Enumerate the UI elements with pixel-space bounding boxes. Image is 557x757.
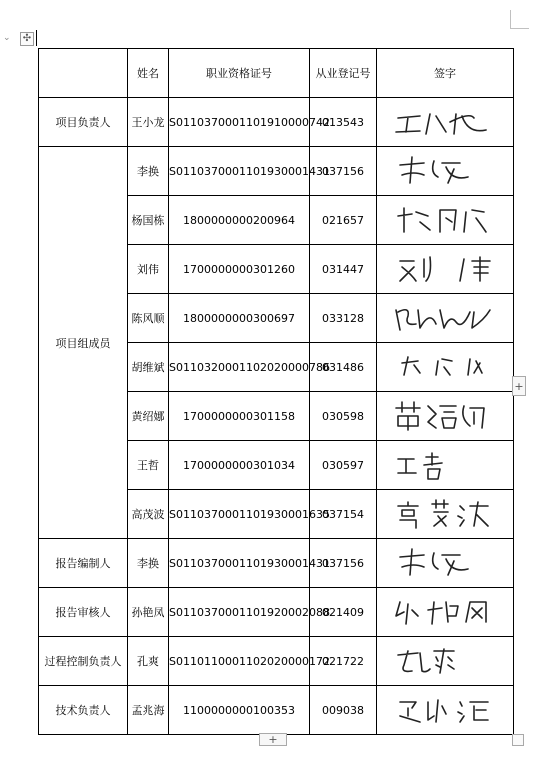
signature-image	[377, 294, 514, 343]
add-row-button[interactable]: +	[259, 733, 287, 746]
table-row	[39, 98, 514, 147]
header-sign: 签字	[377, 49, 514, 98]
reg-cell: 033128	[310, 294, 377, 343]
reg-cell: 031486	[310, 343, 377, 392]
signature-image	[377, 245, 514, 294]
add-column-button[interactable]: +	[512, 376, 526, 396]
table-row	[39, 147, 514, 196]
header-role	[39, 49, 128, 98]
reg-cell: 037156	[310, 147, 377, 196]
table-resize-handle-icon[interactable]	[512, 734, 524, 746]
cert-cell: S0110370001101930001635	[169, 490, 310, 539]
name-cell: 孙艳凤	[128, 588, 169, 637]
reg-cell: 037154	[310, 490, 377, 539]
role-cell: 过程控制负责人	[39, 637, 128, 686]
name-cell: 黄绍娜	[128, 392, 169, 441]
signature-image	[377, 98, 514, 147]
name-cell: 刘伟	[128, 245, 169, 294]
cert-cell: S0110370001101910000742	[169, 98, 310, 147]
name-cell: 王小龙	[128, 98, 169, 147]
table-move-handle-icon[interactable]: ✣	[20, 32, 34, 46]
table-row	[39, 588, 514, 637]
reg-cell: 021409	[310, 588, 377, 637]
role-cell: 项目负责人	[39, 98, 128, 147]
cert-cell: 1700000000301158	[169, 392, 310, 441]
name-cell: 孔爽	[128, 637, 169, 686]
signature-image	[377, 490, 514, 539]
reg-cell: 030597	[310, 441, 377, 490]
header-name: 姓名	[128, 49, 169, 98]
cert-cell: S0110370001101930001431	[169, 147, 310, 196]
cert-cell: S0110370001101920002088	[169, 588, 310, 637]
reg-cell: 013543	[310, 98, 377, 147]
name-cell: 胡维斌	[128, 343, 169, 392]
cert-cell: 1800000000200964	[169, 196, 310, 245]
signature-image	[377, 343, 514, 392]
name-cell: 李换	[128, 147, 169, 196]
role-cell: 报告审核人	[39, 588, 128, 637]
table-row	[39, 539, 514, 588]
reg-cell: 037156	[310, 539, 377, 588]
table-row	[39, 686, 514, 735]
text-cursor	[36, 30, 37, 46]
signature-image	[377, 392, 514, 441]
name-cell: 李换	[128, 539, 169, 588]
reg-cell: 021722	[310, 637, 377, 686]
name-cell: 高茂波	[128, 490, 169, 539]
cert-cell: 1800000000300697	[169, 294, 310, 343]
header-reg: 从业登记号	[310, 49, 377, 98]
reg-cell: 031447	[310, 245, 377, 294]
personnel-table	[38, 48, 514, 735]
cert-cell: S0110320001102020000786	[169, 343, 310, 392]
name-cell: 孟兆海	[128, 686, 169, 735]
name-cell: 陈风顺	[128, 294, 169, 343]
signature-image	[377, 196, 514, 245]
cert-cell: S0110110001102020000172	[169, 637, 310, 686]
header-cert: 职业资格证号	[169, 49, 310, 98]
cert-cell: 1100000000100353	[169, 686, 310, 735]
role-cell: 技术负责人	[39, 686, 128, 735]
reg-cell: 009038	[310, 686, 377, 735]
cert-cell: 1700000000301034	[169, 441, 310, 490]
signature-image	[377, 539, 514, 588]
cert-cell: 1700000000301260	[169, 245, 310, 294]
signature-image	[377, 637, 514, 686]
cert-cell: S0110370001101930001431	[169, 539, 310, 588]
signature-image	[377, 686, 514, 735]
table-header-row	[39, 49, 514, 98]
name-cell: 王哲	[128, 441, 169, 490]
signature-image	[377, 588, 514, 637]
role-cell: 项目组成员	[39, 147, 128, 539]
collapse-caret-icon[interactable]: ⌄	[3, 33, 11, 43]
role-cell: 报告编制人	[39, 539, 128, 588]
signature-image	[377, 147, 514, 196]
signature-image	[377, 441, 514, 490]
page-corner-crop-mark	[510, 10, 529, 29]
table-row	[39, 637, 514, 686]
reg-cell: 030598	[310, 392, 377, 441]
reg-cell: 021657	[310, 196, 377, 245]
name-cell: 杨国栋	[128, 196, 169, 245]
